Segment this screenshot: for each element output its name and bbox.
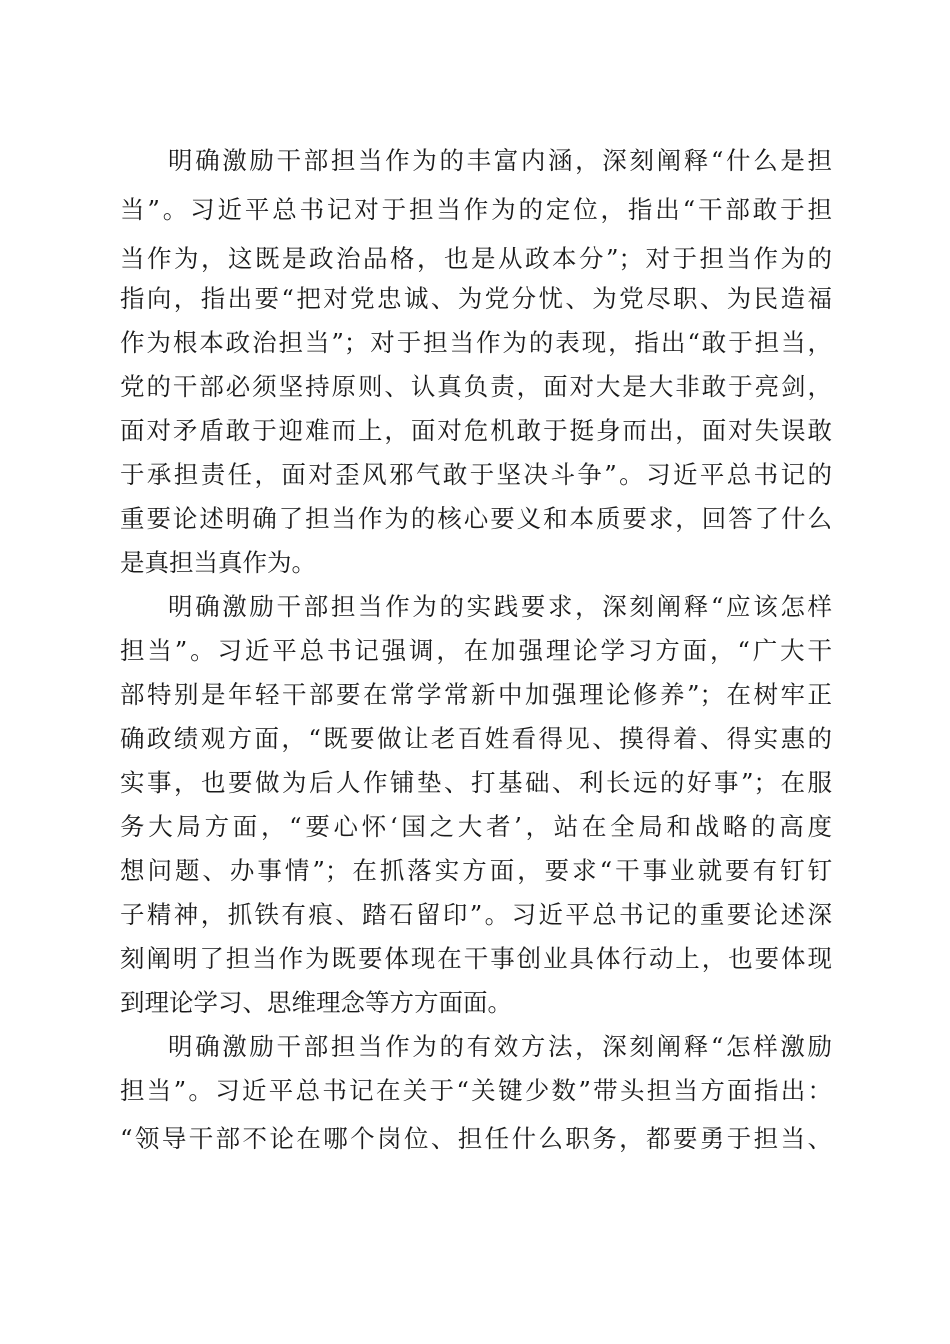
text-line: 确政绩观方面，“既要做让老百姓看得见、摸得着、得实惠的: [120, 724, 832, 753]
text-line: 明确激励干部担当作为的丰富内涵，深刻阐释“什么是担: [168, 146, 832, 175]
text-line: 于承担责任，面对歪风邪气敢于坚决斗争”。习近平总书记的: [120, 460, 832, 489]
text-line: 实事，也要做为后人作铺垫、打基础、利长远的好事”；在服: [120, 768, 832, 797]
text-line: 担当”。习近平总书记在关于“关键少数”带头担当方面指出：: [120, 1076, 832, 1105]
text-line: 党的干部必须坚持原则、认真负责，面对大是大非敢于亮剑，: [120, 372, 832, 401]
text-line: 刻阐明了担当作为既要体现在干事创业具体行动上，也要体现: [120, 944, 832, 973]
text-line: 当”。习近平总书记对于担当作为的定位，指出“干部敢于担: [120, 195, 832, 224]
text-line: 面对矛盾敢于迎难而上，面对危机敢于挺身而出，面对失误敢: [120, 416, 832, 445]
text-line: 指向，指出要“把对党忠诚、为党分忧、为党尽职、为民造福: [120, 284, 832, 313]
text-line: 当作为，这既是政治品格，也是从政本分”；对于担当作为的: [120, 244, 832, 273]
text-line: 到理论学习、思维理念等方方面面。: [120, 988, 512, 1017]
text-line: 子精神，抓铁有痕、踏石留印”。习近平总书记的重要论述深: [120, 900, 832, 929]
text-line: 作为根本政治担当”；对于担当作为的表现，指出“敢于担当，: [120, 328, 832, 357]
text-line: 想问题、办事情”；在抓落实方面，要求“干事业就要有钉钉: [120, 856, 832, 885]
text-line: 部特别是年轻干部要在常学常新中加强理论修养”；在树牢正: [120, 680, 832, 709]
text-line: “领导干部不论在哪个岗位、担任什么职务，都要勇于担当、: [120, 1124, 832, 1153]
text-line: 务大局方面，“要心怀‘国之大者’，站在全局和战略的高度: [120, 812, 832, 841]
text-line: 是真担当真作为。: [120, 548, 316, 577]
text-line: 担当”。习近平总书记强调，在加强理论学习方面，“广大干: [120, 636, 832, 665]
text-line: 明确激励干部担当作为的实践要求，深刻阐释“应该怎样: [168, 592, 832, 621]
text-line: 重要论述明确了担当作为的核心要义和本质要求，回答了什么: [120, 504, 832, 533]
text-line: 明确激励干部担当作为的有效方法，深刻阐释“怎样激励: [168, 1032, 832, 1061]
